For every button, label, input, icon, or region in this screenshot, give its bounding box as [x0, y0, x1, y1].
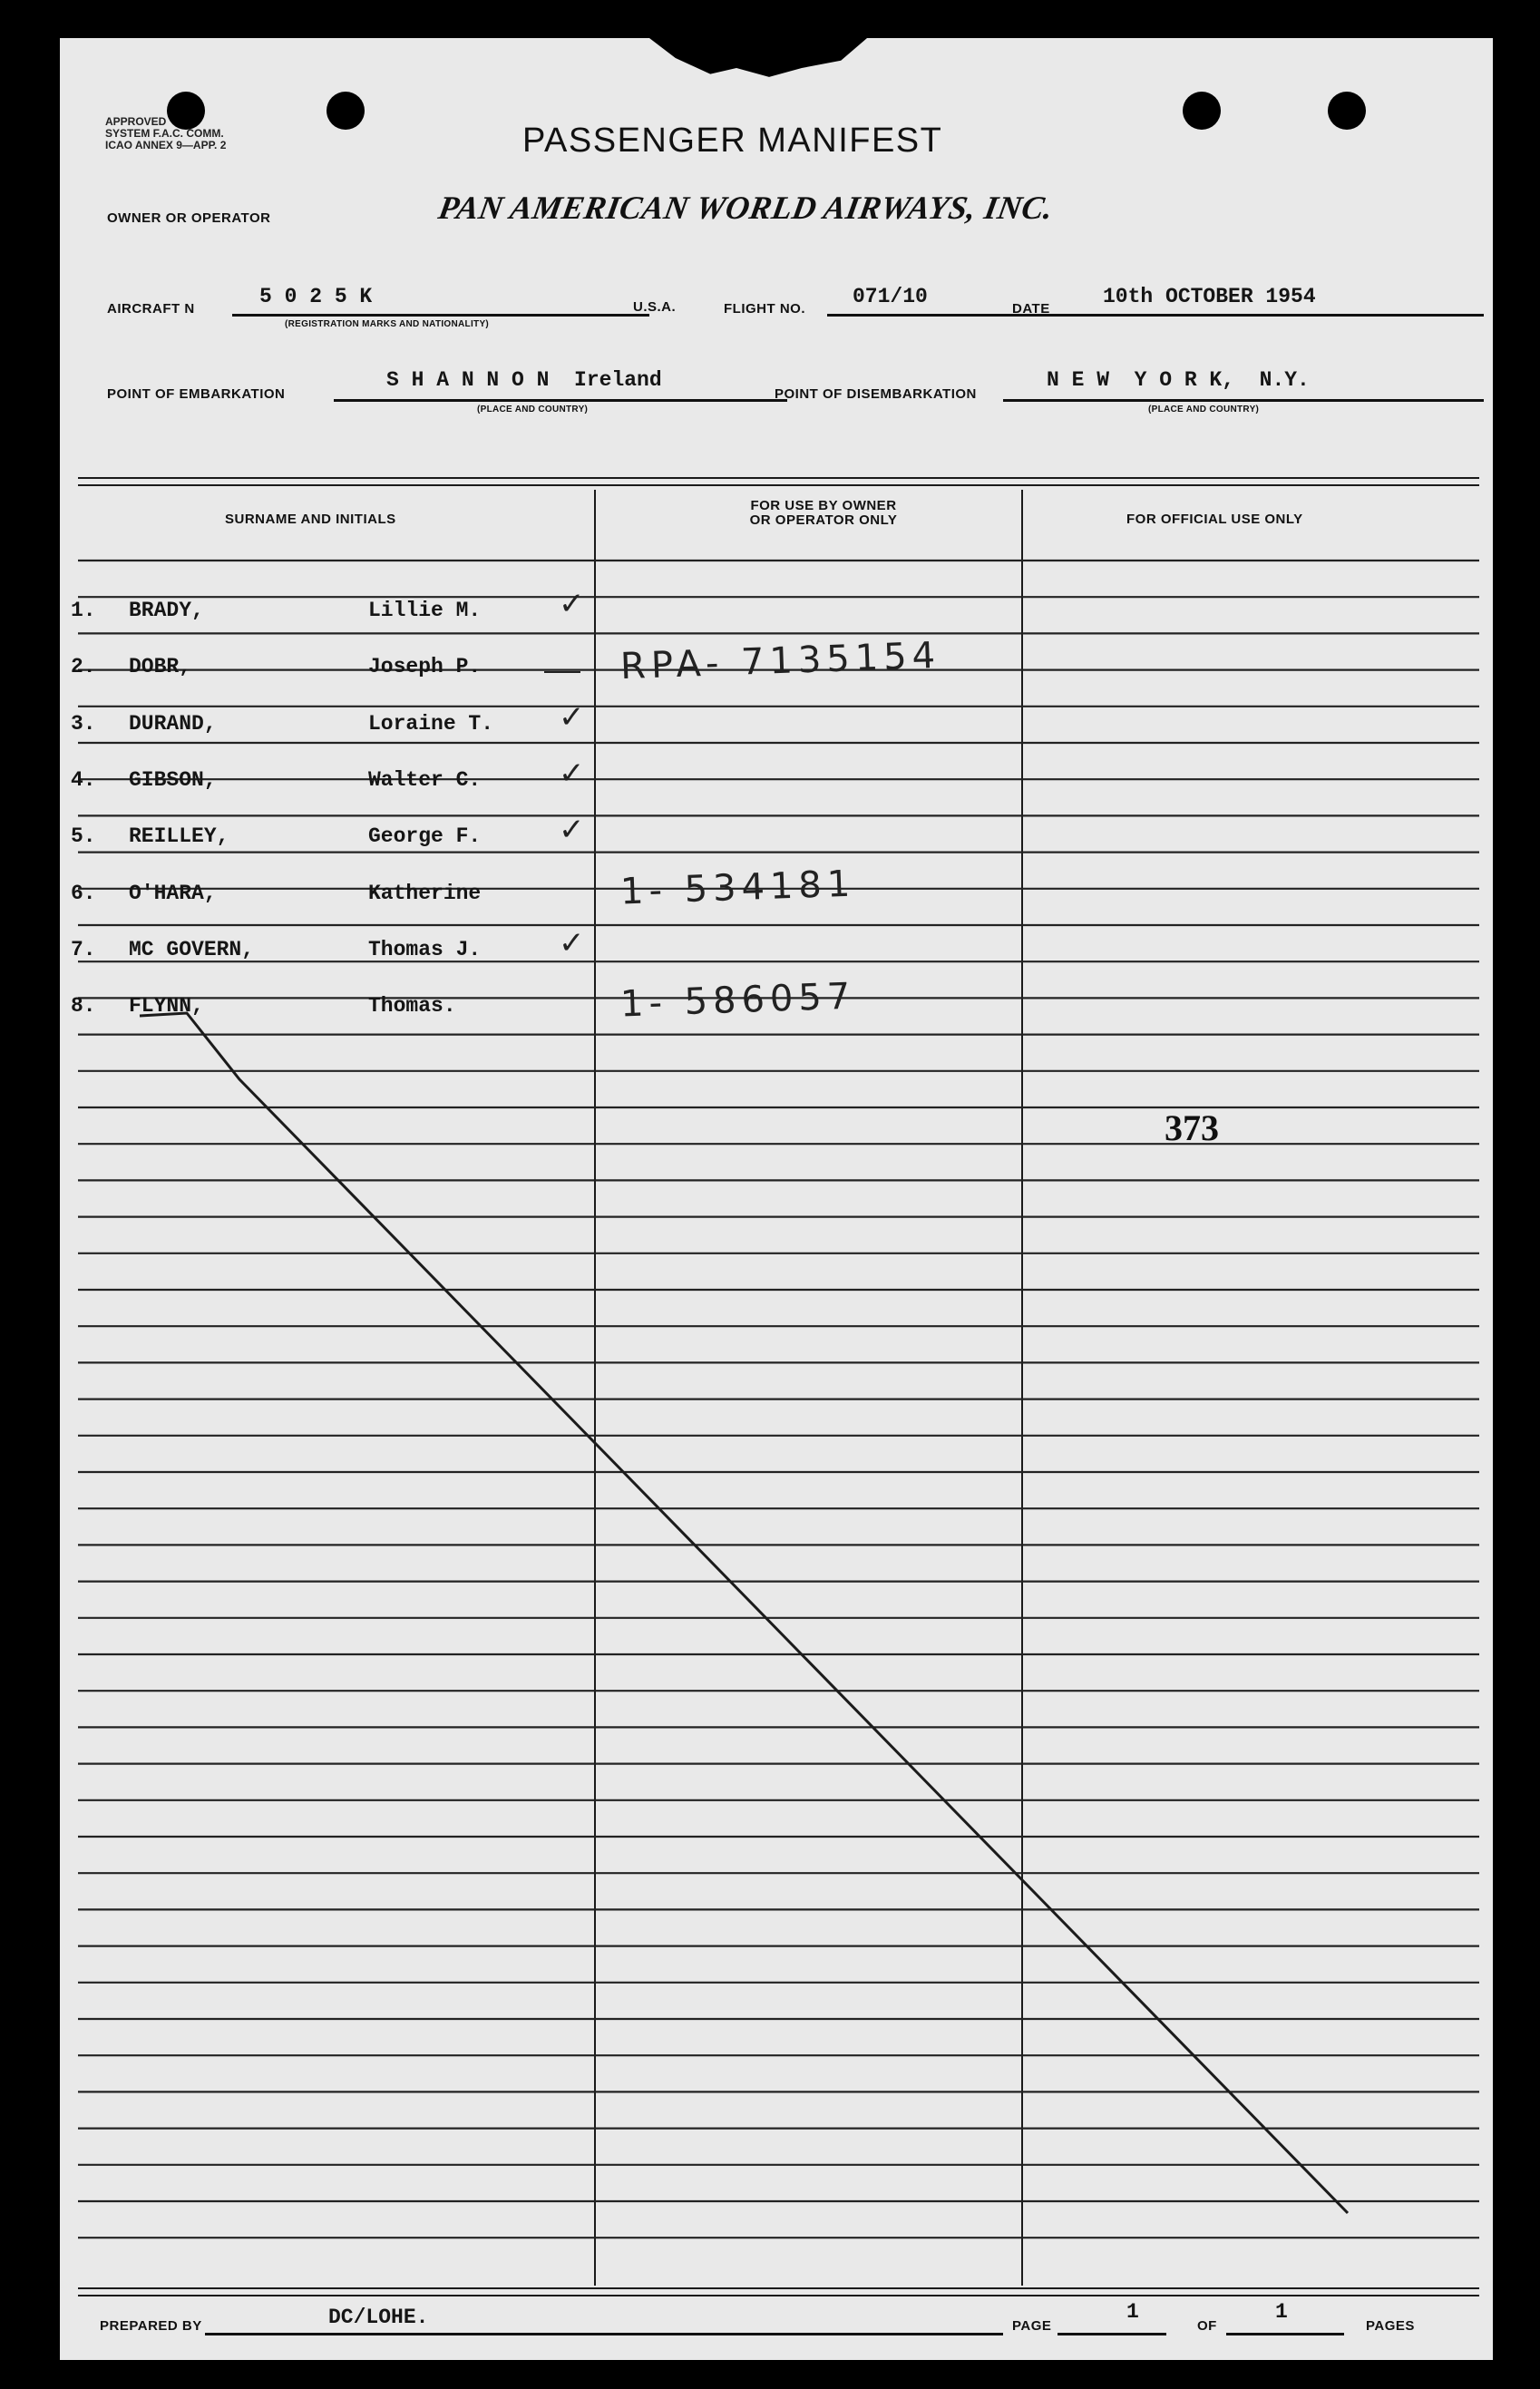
- check-mark-icon: ✓: [559, 812, 585, 849]
- date-label: DATE: [1012, 301, 1050, 317]
- prepared-line: [205, 2333, 1003, 2335]
- official-number: 373: [1165, 1107, 1219, 1148]
- of-label: OF: [1197, 2318, 1217, 2334]
- prepared-value: DC/LOHE.: [328, 2306, 429, 2329]
- passenger-given-name: Thomas J.: [368, 937, 482, 961]
- passenger-given-name: Walter C.: [368, 767, 482, 792]
- passenger-given-name: George F.: [368, 824, 482, 849]
- approval-line: SYSTEM F.A.C. COMM.: [105, 127, 224, 140]
- row-number: 4.: [71, 767, 96, 792]
- footer-rule-bottom: [78, 2295, 1479, 2296]
- form-title: PASSENGER MANIFEST: [522, 122, 943, 160]
- company-name: PAN AMERICAN WORLD AIRWAYS, INC.: [435, 190, 1057, 226]
- row-number: 1.: [71, 599, 96, 622]
- disembarkation-label: POINT OF DISEMBARKATION: [775, 386, 977, 402]
- passenger-given-name: Lillie M.: [368, 599, 482, 622]
- usa-label: U.S.A.: [633, 299, 677, 315]
- column-header-names: SURNAME AND INITIALS: [225, 512, 396, 527]
- page-line: [1058, 2333, 1166, 2335]
- passenger-surname: REILLEY,: [129, 824, 229, 849]
- cancellation-stroke: [60, 38, 1493, 2360]
- owner-header-line: OR OPERATOR ONLY: [749, 512, 898, 528]
- passenger-surname: GIBSON,: [129, 767, 217, 792]
- pages-label: PAGES: [1366, 2318, 1415, 2334]
- passenger-given-name: Katherine: [368, 881, 482, 905]
- embarkation-note: (PLACE AND COUNTRY): [477, 405, 589, 414]
- registration-note: (REGISTRATION MARKS AND NATIONALITY): [285, 319, 490, 329]
- column-header-official: FOR OFFICIAL USE ONLY: [1126, 512, 1303, 527]
- check-mark-icon: ✓: [559, 755, 585, 792]
- check-mark-icon: ✓: [559, 698, 585, 736]
- passenger-given-name: Loraine T.: [368, 711, 494, 736]
- row-number: 6.: [71, 881, 96, 905]
- of-line: [1226, 2333, 1344, 2335]
- row-number: 7.: [71, 937, 96, 961]
- flight-value: 071/10: [853, 285, 928, 308]
- disembarkation-value: N E W Y O R K, N.Y.: [1047, 368, 1310, 392]
- row-number: 5.: [71, 824, 96, 849]
- passenger-given-name: Joseph P.: [368, 655, 482, 679]
- passenger-surname: MC GOVERN,: [129, 937, 255, 961]
- passenger-surname: FLYNN,: [129, 994, 204, 1019]
- disembarkation-note: (PLACE AND COUNTRY): [1148, 405, 1260, 414]
- page-value: 1: [1126, 2300, 1139, 2324]
- footer-rule-top: [78, 2287, 1479, 2289]
- aircraft-label: AIRCRAFT N: [107, 301, 195, 317]
- approval-line: APPROVED: [105, 115, 167, 128]
- passenger-surname: DOBR,: [129, 655, 192, 679]
- row-number: 8.: [71, 994, 96, 1019]
- handwritten-ticket-number: 1- 586057: [619, 975, 857, 1026]
- check-mark-icon: ✓: [559, 924, 585, 961]
- row-number: 2.: [71, 655, 96, 679]
- flight-label: FLIGHT NO.: [724, 301, 805, 317]
- passenger-surname: BRADY,: [129, 599, 204, 622]
- prepared-label: PREPARED BY: [100, 2318, 202, 2334]
- owner-header-line: FOR USE BY OWNER: [750, 498, 897, 513]
- row-number: 3.: [71, 711, 96, 736]
- page-label: PAGE: [1012, 2318, 1052, 2334]
- owner-label: OWNER OR OPERATOR: [107, 210, 271, 226]
- embarkation-label: POINT OF EMBARKATION: [107, 386, 286, 402]
- check-mark-icon: ✓: [559, 586, 585, 622]
- date-value: 10th OCTOBER 1954: [1103, 285, 1316, 308]
- manifest-sheet: [60, 38, 1493, 2360]
- approval-line: ICAO ANNEX 9—APP. 2: [105, 139, 227, 151]
- passenger-surname: DURAND,: [129, 711, 217, 736]
- handwritten-ticket-number: 1- 534181: [619, 862, 857, 913]
- handwritten-ticket-number: RPA- 7135154: [619, 635, 941, 688]
- of-value: 1: [1275, 2300, 1288, 2324]
- aircraft-value: 5 0 2 5 K: [259, 285, 373, 308]
- passenger-given-name: Thomas.: [368, 994, 456, 1019]
- embarkation-value: S H A N N O N Ireland: [386, 368, 662, 392]
- passenger-surname: O'HARA,: [129, 881, 217, 905]
